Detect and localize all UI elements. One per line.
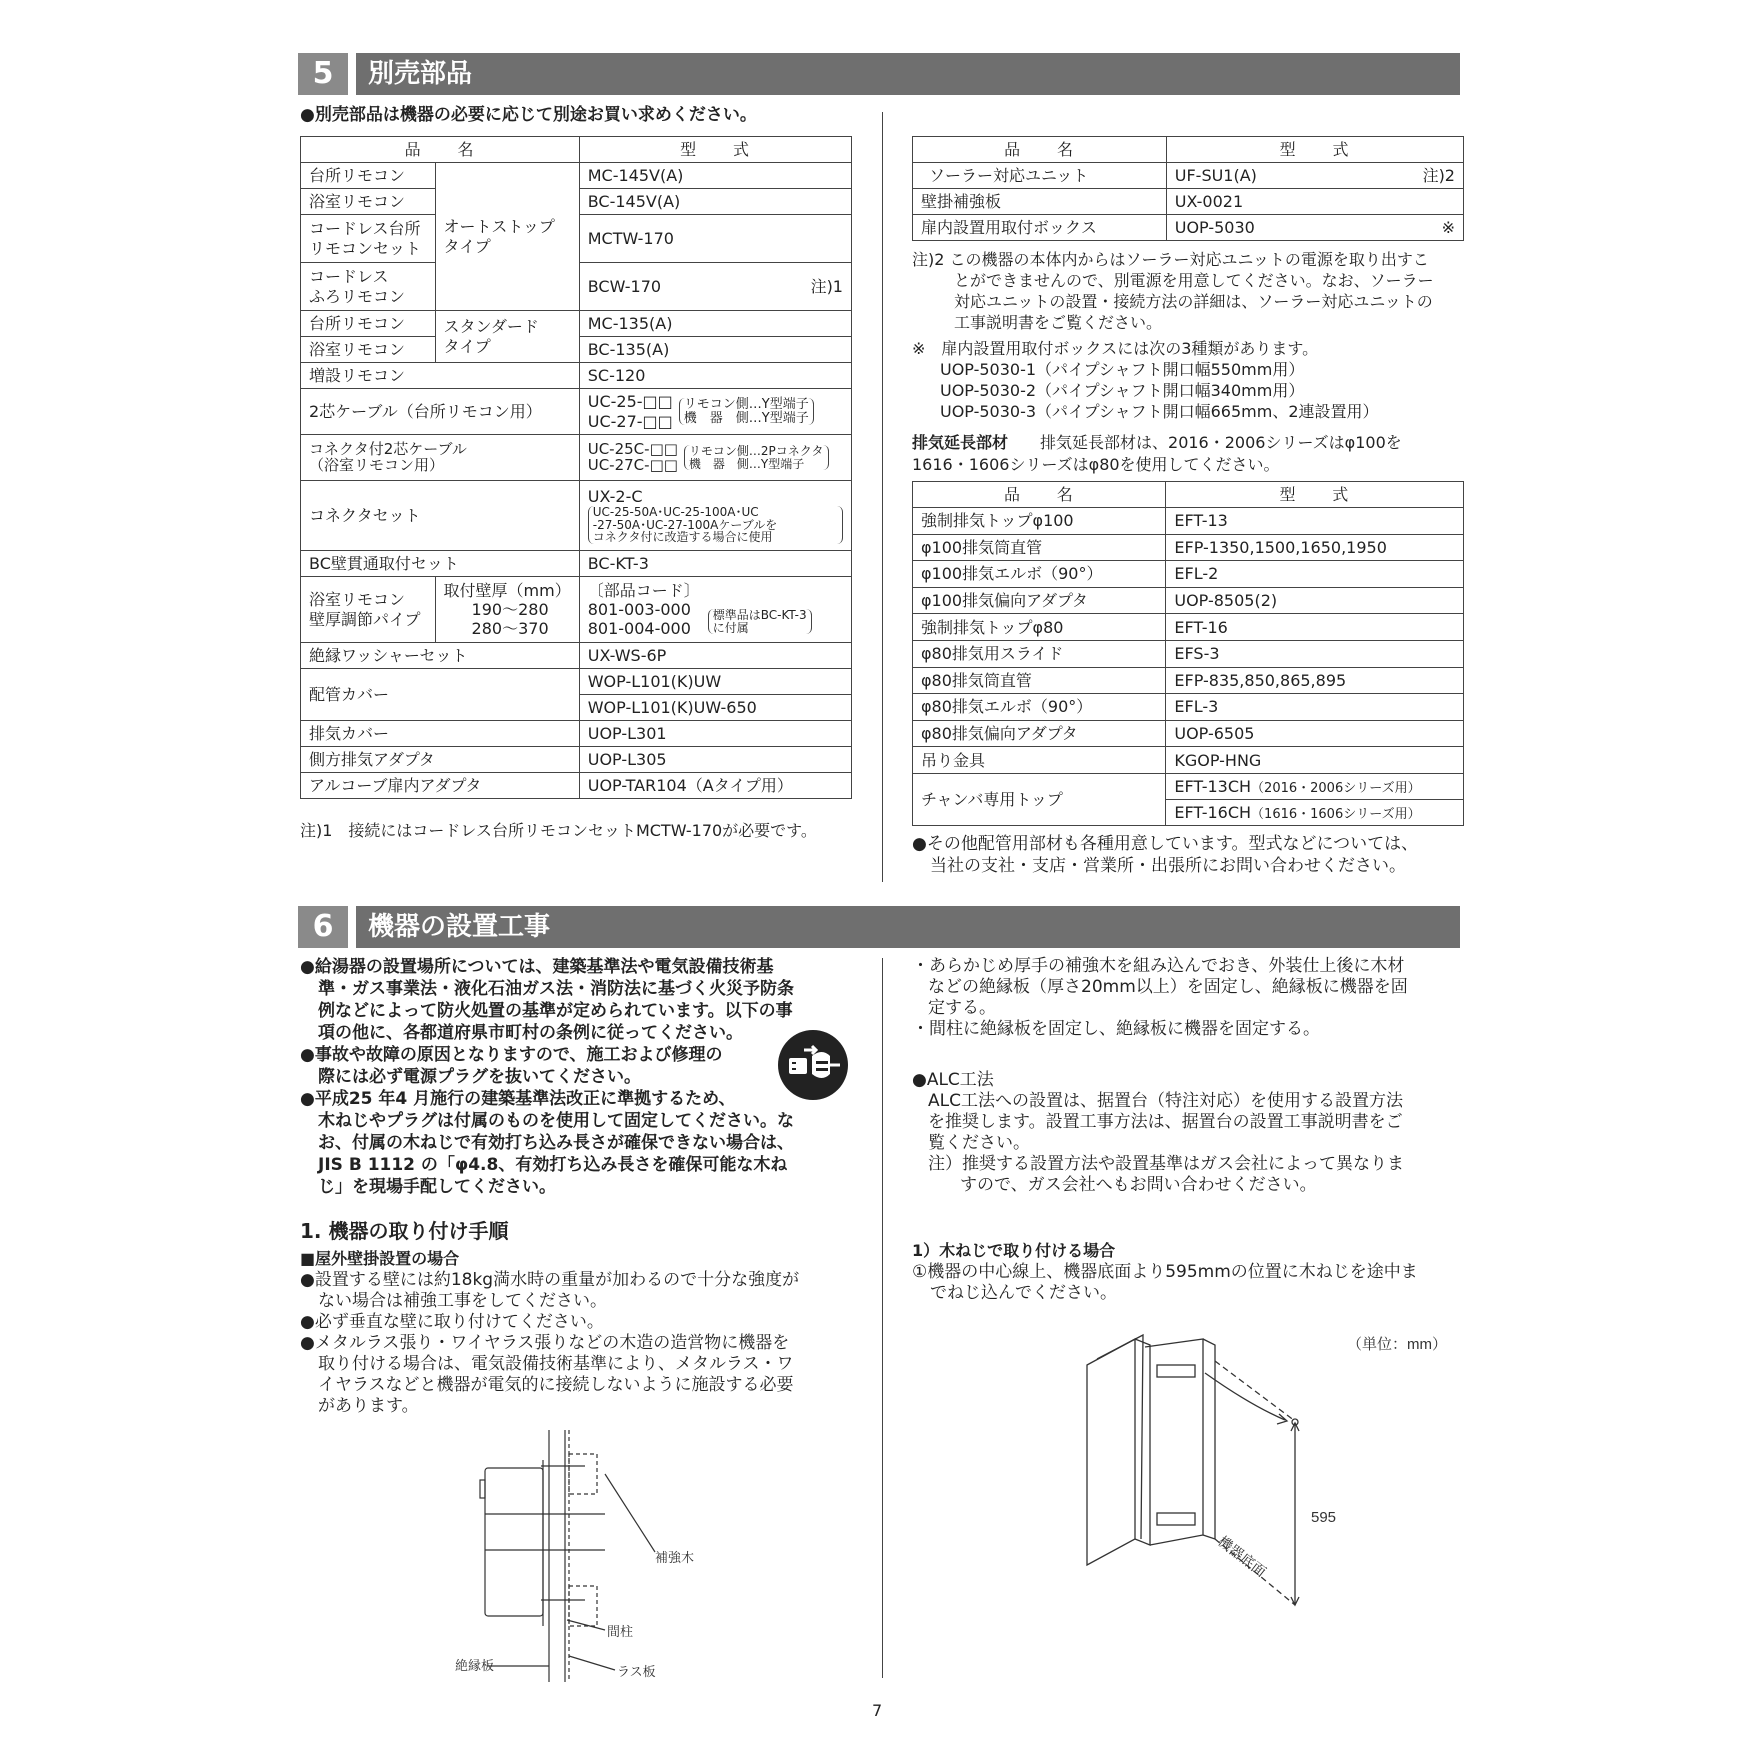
table-cell: チャンバ専用トップ xyxy=(913,773,1166,825)
cell: アルコーブ扉内アダプタ xyxy=(301,773,580,799)
table-cell: EFT-16CH（1616・1606シリーズ用） xyxy=(1166,799,1464,825)
table-cell: φ100排気筒直管 xyxy=(913,534,1166,561)
cell: 配管カバー xyxy=(301,669,580,721)
table-cell: φ80排気偏向アダプタ xyxy=(913,720,1166,747)
cell: コードレス台所 リモコンセット xyxy=(301,215,436,263)
table-cell: KGOP-HNG xyxy=(1166,747,1464,774)
cell: MC-145V(A) xyxy=(579,163,851,189)
note-2: 注)2 この機器の本体内からはソーラー対応ユニットの電源を取り出すこ とができませんので、別電源を用意してください。なお、ソーラー 対応ユニットの設置・接続方法の詳細は、ソーラー対応ユニットの 工事説明書をご覧ください。 xyxy=(912,250,1434,332)
cell: 台所リモコン xyxy=(301,311,436,337)
parts-table-right-2 xyxy=(912,481,1464,826)
outdoor-text: ●設置する壁には約18kg満水時の重量が加わるので十分な強度が ない場合は補強工事をしてください。 ●必ず垂直な壁に取り付けてください。 ●メタルラス張り・ワイヤラス張りなどの木造の造営物に機器を 取り付ける場合は、電気設備技術基準により、メタルラス・ワ イヤラスなどと機器が電気的に接続しないように施設する必要 があります。 xyxy=(300,1270,800,1416)
warning-block: ●給湯器の設置場所については、建築基準法や電気設備技術基 準・ガス事業法・液化石油ガス法・消防法に基づく火災予防条 例などによって防火処置の基準が定められています。以下の事 項の他に、各都道府県市町村の条例に従ってください。 ●事故や故障の原因となりますので、施工および修理の 際には必ず電源プラグを抜いてください。 ●平成25 年4 月施行の建築基準法改正に準拠するため、 木ねじやプラグは付属のものを使用して固定してください。な お、付属の木ねじで有効打ち込み長さが確保できない場合は、 JIS B 1112 の「φ4.8、有効打ち込み長さを確保可能な木ね じ」を現場手配してください。 xyxy=(300,957,794,1197)
cell: BC-KT-3 xyxy=(579,551,851,577)
cell: BCW-170 注)1 xyxy=(579,263,851,311)
table-cell: φ80排気筒直管 xyxy=(913,667,1166,694)
wood-screw-text: ①機器の中心線上、機器底面より595mmの位置に木ねじを途中ま でねじ込んでください。 xyxy=(912,1262,1418,1303)
cell: コードレス ふろリモコン xyxy=(301,263,436,311)
unit-label: （単位：mm） xyxy=(1347,1336,1447,1353)
section-number: 6 xyxy=(312,909,334,944)
parts-table-right-1 xyxy=(912,136,1464,241)
table-cell: 壁掛補強板 xyxy=(913,189,1167,215)
table-cell: EFS-3 xyxy=(1166,640,1464,667)
cell: UC-25-□□ UC-27-□□ リモコン側…Y型端子 機 器 側…Y型端子 xyxy=(579,389,851,435)
table-cell: ソーラー対応ユニット xyxy=(913,163,1167,189)
note-1: 注)1 接続にはコードレス台所リモコンセットMCTW-170が必要です。 xyxy=(300,821,817,840)
cell: SC-120 xyxy=(579,363,851,389)
cell: UOP-TAR104（Aタイプ用） xyxy=(579,773,851,799)
table-cell: 品 名 xyxy=(913,482,1166,508)
table-cell: UOP-5030 ※ xyxy=(1166,215,1463,241)
table-cell: φ100排気偏向アダプタ xyxy=(913,587,1166,614)
cell: UOP-L305 xyxy=(579,747,851,773)
table-cell: UOP-8505(2) xyxy=(1166,587,1464,614)
column-divider-2 xyxy=(882,958,883,1678)
cell: コネクタセット xyxy=(301,481,580,551)
header-model: 型 式 xyxy=(579,137,851,163)
cell: UC-25C-□□ UC-27C-□□ リモコン側…2Pコネクタ 機 器 側…Y型端子 xyxy=(579,435,851,481)
table-cell: EFT-13 xyxy=(1166,508,1464,535)
table-cell: φ80排気用スライド xyxy=(913,640,1166,667)
cell: 浴室リモコン xyxy=(301,337,436,363)
cell: BC-145V(A) xyxy=(579,189,851,215)
table-cell: 強制排気トップφ80 xyxy=(913,614,1166,641)
wood-screw-title: 1）木ねじで取り付ける場合 xyxy=(912,1241,1116,1260)
cell: 絶縁ワッシャーセット xyxy=(301,643,580,669)
section-number: 5 xyxy=(312,56,334,91)
cell: UX-WS-6P xyxy=(579,643,851,669)
heater-mount-diagram xyxy=(1075,1325,1455,1625)
cell: 2芯ケーブル（台所リモコン用） xyxy=(301,389,580,435)
cell: BC-135(A) xyxy=(579,337,851,363)
wall-mount-diagram xyxy=(455,1430,715,1692)
group-std: スタンダード タイプ xyxy=(435,311,579,363)
alc-text: ●ALC工法 ALC工法への設置は、据置台（特注対応）を使用する設置方法 を推奨します。設置工事方法は、据置台の設置工事説明書をご 覧ください。 注）推奨する設置方法や設置基準はガス会社によって異なりま すので、ガス会社へもお問い合わせください。 xyxy=(912,1070,1404,1195)
exhaust-text: 排気延長部材 排気延長部材は、2016・2006シリーズはφ100を 1616・1606シリーズはφ80を使用してください。 xyxy=(912,433,1402,474)
section-title: 別売部品 xyxy=(356,53,1460,95)
cell: 台所リモコン xyxy=(301,163,436,189)
section-title: 機器の設置工事 xyxy=(356,906,1460,948)
table-cell: EFP-1350,1500,1650,1950 xyxy=(1166,534,1464,561)
header-name: 品 名 xyxy=(301,137,580,163)
label-insulation: 絶縁板 xyxy=(455,1658,495,1673)
table-cell: φ100排気エルボ（90°） xyxy=(913,561,1166,588)
table-cell: φ80排気エルボ（90°） xyxy=(913,694,1166,721)
table-cell: 強制排気トップφ100 xyxy=(913,508,1166,535)
cell: 浴室リモコン 壁厚調節パイプ xyxy=(301,577,436,643)
parts-table-left xyxy=(300,136,852,799)
note-star: ※ 扉内設置用取付ボックスには次の3種類があります。 UOP-5030-1（パイプシャフト開口幅550mm用） UOP-5030-2（パイプシャフト開口幅340mm用） UOP-5030-3（パイプシャフト開口幅665mm、2連設置用） xyxy=(912,339,1379,421)
cell: UOP-L301 xyxy=(579,721,851,747)
column-divider xyxy=(882,112,883,882)
cell: 排気カバー xyxy=(301,721,580,747)
right-install-text: ・あらかじめ厚手の補強木を組み込んでおき、外装仕上後に木材 などの絶縁板（厚さ20mm以上）を固定し、絶縁板に機器を固 定する。 ・間柱に絶縁板を固定し、絶縁板に機器を固定する。 xyxy=(912,956,1408,1039)
table-cell: 品 名 xyxy=(913,137,1167,163)
table-cell: EFP-835,850,865,895 xyxy=(1166,667,1464,694)
label-stud: 間柱 xyxy=(607,1624,634,1639)
cell: 〔部品コード〕 801-003-000 801-004-000 標準品はBC-KT-3 に付属 xyxy=(579,577,851,643)
bottom-label: 機器底面 xyxy=(1215,1532,1270,1580)
cell: 浴室リモコン xyxy=(301,189,436,215)
cell: BC壁貫通取付セット xyxy=(301,551,580,577)
unplug-icon xyxy=(776,1028,850,1102)
table-cell: UOP-6505 xyxy=(1166,720,1464,747)
cell: MCTW-170 xyxy=(579,215,851,263)
table-cell: 型 式 xyxy=(1166,137,1463,163)
table-cell: 吊り金具 xyxy=(913,747,1166,774)
other-note: ●その他配管用部材も各種用意しています。型式などについては、 当社の支社・支店・営業所・出張所にお問い合わせください。 xyxy=(912,834,1419,876)
table-cell: UX-0021 xyxy=(1166,189,1463,215)
table-cell: EFT-16 xyxy=(1166,614,1464,641)
table-cell: EFT-13CH（2016・2006シリーズ用） xyxy=(1166,773,1464,799)
intro-text: ●別売部品は機器の必要に応じて別途お買い求めください。 xyxy=(300,105,757,125)
cell: UX-2-C UC-25-50A･UC-25-100A･UC -27-50A･UC-27-100Aケーブルを コネクタ付に改造する場合に使用 xyxy=(579,481,851,551)
label-lath: ラス板 xyxy=(617,1664,656,1679)
dimension-label: 595 xyxy=(1311,1509,1337,1526)
cell: WOP-L101(K)UW-650 xyxy=(579,695,851,721)
table-cell: UF-SU1(A) 注)2 xyxy=(1166,163,1463,189)
page-number: 7 xyxy=(872,1701,883,1720)
section-6-header xyxy=(298,906,1460,948)
step-1-title: 1. 機器の取り付け手順 xyxy=(300,1219,509,1243)
cell: MC-135(A) xyxy=(579,311,851,337)
table-cell: 型 式 xyxy=(1166,482,1464,508)
cell: 取付壁厚（mm） 190～280 280～370 xyxy=(435,577,579,643)
cell: コネクタ付2芯ケーブル （浴室リモコン用） xyxy=(301,435,580,481)
cell: WOP-L101(K)UW xyxy=(579,669,851,695)
outdoor-title: ■屋外壁掛設置の場合 xyxy=(300,1249,460,1268)
label-reinforcement: 補強木 xyxy=(655,1550,695,1565)
section-5-header xyxy=(298,53,1460,95)
table-cell: EFL-2 xyxy=(1166,561,1464,588)
cell: 側方排気アダプタ xyxy=(301,747,580,773)
table-cell: 扉内設置用取付ボックス xyxy=(913,215,1167,241)
table-cell: EFL-3 xyxy=(1166,694,1464,721)
group-auto: オートストップ タイプ xyxy=(435,163,579,311)
cell: 増設リモコン xyxy=(301,363,580,389)
